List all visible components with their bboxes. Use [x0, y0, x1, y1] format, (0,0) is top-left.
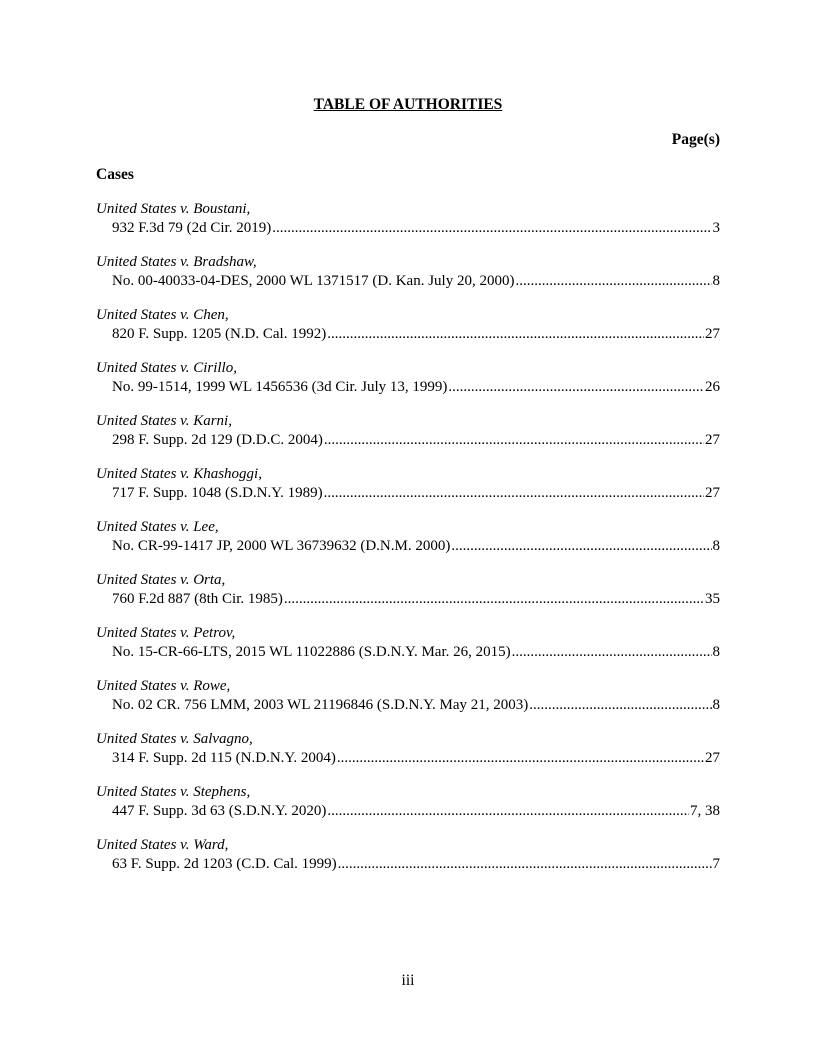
dot-leader	[284, 590, 704, 609]
case-name: United States v. Salvagno,	[96, 731, 253, 747]
authority-entry	[96, 200, 720, 253]
case-name: United States v. Bradshaw,	[96, 254, 257, 270]
citation: No. CR-99-1417 JP, 2000 WL 36739632 (D.N.M. 2000)	[112, 538, 451, 554]
page-reference: 35	[705, 591, 720, 607]
authority-entry	[96, 571, 720, 624]
citation-line	[96, 378, 720, 397]
dot-leader	[272, 219, 711, 238]
case-name: United States v. Petrov,	[96, 625, 236, 641]
authority-entry	[96, 412, 720, 465]
citation-line	[96, 537, 720, 556]
dot-leader	[327, 325, 704, 344]
citation: 717 F. Supp. 1048 (S.D.N.Y. 1989)	[112, 485, 323, 501]
dot-leader	[327, 802, 689, 821]
dot-leader	[324, 484, 704, 503]
section-heading-cases: Cases	[96, 166, 134, 183]
case-name: United States v. Lee,	[96, 519, 219, 535]
dot-leader	[324, 431, 704, 450]
citation-line	[96, 643, 720, 662]
authority-entry	[96, 465, 720, 518]
page-reference: 8	[712, 538, 720, 554]
dot-leader	[337, 749, 704, 768]
authority-entry	[96, 253, 720, 306]
page-reference: 7, 38	[690, 803, 720, 819]
authority-entry	[96, 677, 720, 730]
citation: No. 15-CR-66-LTS, 2015 WL 11022886 (S.D.N.Y. Mar. 26, 2015)	[112, 644, 511, 660]
citation-line	[96, 272, 720, 291]
authority-entry	[96, 836, 720, 889]
dot-leader	[451, 537, 711, 556]
citation-line	[96, 590, 720, 609]
case-name: United States v. Rowe,	[96, 678, 231, 694]
authority-entry	[96, 730, 720, 783]
citation: No. 02 CR. 756 LMM, 2003 WL 21196846 (S.D.N.Y. May 21, 2003)	[112, 697, 529, 713]
citation: 447 F. Supp. 3d 63 (S.D.N.Y. 2020)	[112, 803, 327, 819]
citation: 63 F. Supp. 2d 1203 (C.D. Cal. 1999)	[112, 856, 337, 872]
case-name: United States v. Khashoggi,	[96, 466, 262, 482]
case-name: United States v. Karni,	[96, 413, 232, 429]
citation: 314 F. Supp. 2d 115 (N.D.N.Y. 2004)	[112, 750, 336, 766]
case-name: United States v. Orta,	[96, 572, 226, 588]
document-page	[96, 0, 720, 1056]
page-reference: 27	[705, 750, 720, 766]
citation: No. 00-40033-04-DES, 2000 WL 1371517 (D. Kan. July 20, 2000)	[112, 273, 515, 289]
page-title: TABLE OF AUTHORITIES	[313, 96, 503, 113]
authority-entry	[96, 783, 720, 836]
citation-line	[96, 749, 720, 768]
case-name: United States v. Cirillo,	[96, 360, 237, 376]
dot-leader	[448, 378, 704, 397]
dot-leader	[512, 643, 712, 662]
page-reference: 27	[705, 326, 720, 342]
authorities-list	[96, 200, 720, 889]
page-number: iii	[401, 972, 415, 989]
citation-line	[96, 431, 720, 450]
authority-entry	[96, 306, 720, 359]
citation-line	[96, 484, 720, 503]
case-name: United States v. Boustani,	[96, 201, 251, 217]
page-reference: 8	[712, 644, 720, 660]
page-reference: 8	[712, 273, 720, 289]
case-name: United States v. Ward,	[96, 837, 229, 853]
page-reference: 27	[705, 485, 720, 501]
case-name: United States v. Stephens,	[96, 784, 251, 800]
pages-column-header: Page(s)	[671, 131, 720, 148]
citation-line	[96, 219, 720, 238]
authority-entry	[96, 359, 720, 412]
dot-leader	[529, 696, 711, 715]
citation: No. 99-1514, 1999 WL 1456536 (3d Cir. July 13, 1999)	[112, 379, 448, 395]
dot-leader	[338, 855, 712, 874]
page-reference: 3	[712, 220, 720, 236]
dot-leader	[515, 272, 711, 291]
page-reference: 27	[705, 432, 720, 448]
citation: 760 F.2d 887 (8th Cir. 1985)	[112, 591, 283, 607]
case-name: United States v. Chen,	[96, 307, 229, 323]
page-reference: 8	[712, 697, 720, 713]
citation-line	[96, 696, 720, 715]
page-reference: 26	[705, 379, 720, 395]
citation: 298 F. Supp. 2d 129 (D.D.C. 2004)	[112, 432, 323, 448]
page-reference: 7	[712, 856, 720, 872]
citation-line	[96, 325, 720, 344]
authority-entry	[96, 624, 720, 677]
citation: 932 F.3d 79 (2d Cir. 2019)	[112, 220, 272, 236]
citation: 820 F. Supp. 1205 (N.D. Cal. 1992)	[112, 326, 327, 342]
citation-line	[96, 855, 720, 874]
authority-entry	[96, 518, 720, 571]
citation-line	[96, 802, 720, 821]
